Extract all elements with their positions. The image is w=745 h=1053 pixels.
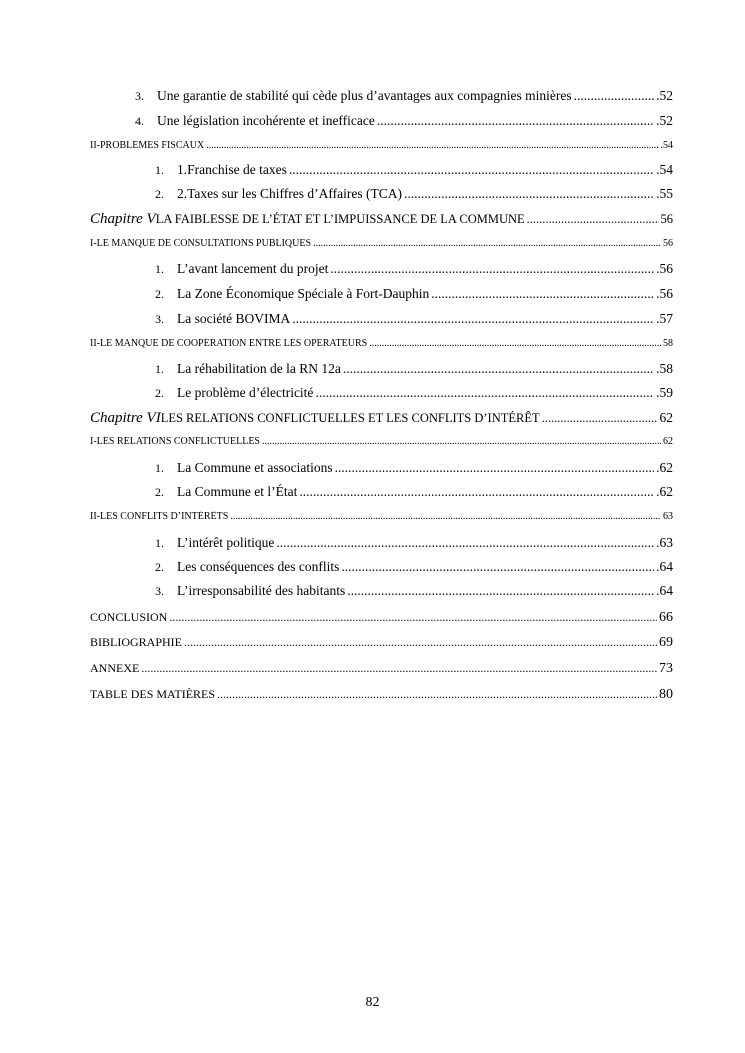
page-number: 82 xyxy=(365,995,380,1010)
toc-section xyxy=(90,511,673,522)
toc-entry-title: Une garantie de stabilité qui cède plus d’avantages aux compagnies minières xyxy=(157,88,572,103)
toc-entry-title: 1.Franchise de taxes xyxy=(177,162,287,177)
dot-leader xyxy=(289,162,654,178)
toc-major-title: TABLE DES MATIÈRES xyxy=(90,687,216,701)
toc-entry xyxy=(155,186,673,202)
toc-entry-title: La Zone Économique Spéciale à Fort-Dauphin xyxy=(177,286,430,301)
toc-section-title: I-LES RELATIONS CONFLICTUELLES xyxy=(90,436,260,447)
toc-section-page: 62 xyxy=(663,436,673,447)
dot-leader xyxy=(369,338,661,349)
toc-section-page: 58 xyxy=(663,338,673,349)
toc-section-title: II-LES CONFLITS D’INTÉRÊTS xyxy=(90,511,229,522)
toc-entry-page: .57 xyxy=(656,311,673,326)
dot-leader xyxy=(335,460,655,476)
toc-major xyxy=(90,635,673,651)
dot-leader xyxy=(574,88,655,104)
toc-section-title: I-LE MANQUE DE CONSULTATIONS PUBLIQUES xyxy=(90,238,312,249)
dot-leader xyxy=(377,113,654,129)
toc-entry xyxy=(155,583,673,599)
toc-chapter-label: Chapitre VI xyxy=(90,410,161,426)
toc-entry-page: .52 xyxy=(656,88,673,103)
dot-leader xyxy=(542,411,658,426)
toc-section-title: II-LE MANQUE DE COOPÉRATION ENTRE LES OPERATEURS xyxy=(90,338,368,349)
toc-entry-title: L’intérêt politique xyxy=(177,535,275,550)
toc-entry xyxy=(155,484,673,500)
toc-entry-number: 3. xyxy=(135,89,144,103)
toc-entry-page: .59 xyxy=(656,385,673,400)
toc-section xyxy=(90,238,673,249)
toc-entry xyxy=(155,385,673,401)
dot-leader xyxy=(527,212,659,227)
dot-leader xyxy=(347,583,654,599)
toc-entry xyxy=(155,162,673,178)
toc-entry-title: Les conséquences des conflits xyxy=(177,559,340,574)
toc-entry xyxy=(155,535,673,551)
toc-section-page: 56 xyxy=(663,238,673,249)
toc-major xyxy=(90,610,673,626)
toc-entry xyxy=(155,311,673,327)
toc-entry-page: .56 xyxy=(656,286,673,301)
dot-leader xyxy=(330,261,654,277)
toc-entry-page: .64 xyxy=(656,559,673,574)
toc-section xyxy=(90,338,673,349)
toc-section-page: 63 xyxy=(663,511,673,522)
toc-entry-number: 4. xyxy=(135,114,144,128)
toc-chapter xyxy=(90,211,673,228)
toc-entry-page: .52 xyxy=(656,113,673,128)
toc-section-title: II-PROBLÈMES FISCAUX xyxy=(90,140,205,151)
toc-entry-number: 3. xyxy=(155,312,164,326)
toc-entry xyxy=(155,361,673,377)
toc-section xyxy=(90,140,673,151)
dot-leader xyxy=(292,311,654,327)
toc-major-page: 66 xyxy=(659,610,673,625)
toc-chapter-page: 62 xyxy=(659,410,673,425)
toc-major-title: CONCLUSION xyxy=(90,610,168,624)
toc-entry xyxy=(155,261,673,277)
dot-leader xyxy=(169,610,657,625)
toc-entry-title: Une législation incohérente et inefficace xyxy=(157,113,375,128)
toc-major-page: 80 xyxy=(659,687,673,702)
toc-entry xyxy=(155,460,673,476)
toc-chapter-page: 56 xyxy=(660,212,673,226)
toc-major-page: 73 xyxy=(659,661,673,676)
toc-entry-number: 1. xyxy=(155,163,164,177)
dot-leader xyxy=(431,286,654,302)
dot-leader xyxy=(404,186,654,202)
toc-chapter xyxy=(90,410,673,427)
toc-entry-page: .62 xyxy=(656,484,673,499)
dot-leader xyxy=(299,484,654,500)
dot-leader xyxy=(315,385,654,401)
toc-entry-page: .55 xyxy=(656,186,673,201)
toc-entry-number: 1. xyxy=(155,362,164,376)
toc-major-title: BIBLIOGRAPHIE xyxy=(90,635,182,649)
dot-leader xyxy=(217,687,657,702)
toc-entry-number: 1. xyxy=(155,461,164,475)
toc-major-title: ANNEXE xyxy=(90,661,140,675)
toc-entry-number: 2. xyxy=(155,485,164,499)
toc-entry-number: 2. xyxy=(155,560,164,574)
toc-entry xyxy=(135,88,673,104)
dot-leader xyxy=(341,559,654,575)
toc-entry-title: La réhabilitation de la RN 12a xyxy=(177,361,341,376)
toc-chapter-label: Chapitre V xyxy=(90,211,156,227)
toc-entry xyxy=(155,286,673,302)
toc-chapter-title: LA FAIBLESSE DE L’ÉTAT ET L’IMPUISSANCE DE LA COMMUNE xyxy=(155,212,525,226)
toc-entry-title: L’irresponsabilité des habitants xyxy=(177,583,346,598)
toc-entry-page: .58 xyxy=(656,361,673,376)
toc-entry xyxy=(135,113,673,129)
toc-entry-number: 2. xyxy=(155,187,164,201)
toc-entry-page: .63 xyxy=(656,535,673,550)
dot-leader xyxy=(141,661,657,676)
toc-major-page: 69 xyxy=(659,635,673,650)
toc-entry-page: .56 xyxy=(656,261,673,276)
toc-entry-title: Le problème d’électricité xyxy=(177,385,314,400)
dot-leader xyxy=(313,238,661,249)
toc-entry-title: La Commune et l’État xyxy=(177,484,298,499)
dot-leader xyxy=(343,361,654,377)
toc-section-page: .54 xyxy=(660,140,673,151)
toc-entry-page: .54 xyxy=(656,162,673,177)
dot-leader xyxy=(184,635,657,650)
toc-entry-number: 1. xyxy=(155,536,164,550)
toc-major xyxy=(90,661,673,677)
toc-entry-number: 1. xyxy=(155,262,164,276)
toc-entry-number: 2. xyxy=(155,386,164,400)
toc-entry-title: L’avant lancement du projet xyxy=(177,261,329,276)
toc-entry-title: La Commune et associations xyxy=(177,460,333,475)
toc-entry-page: .62 xyxy=(656,460,673,475)
dot-leader xyxy=(230,511,661,522)
toc-entry-title: 2.Taxes sur les Chiffres d’Affaires (TCA) xyxy=(177,186,402,201)
toc-major xyxy=(90,687,673,703)
dot-leader xyxy=(262,436,661,447)
toc-entry-number: 2. xyxy=(155,287,164,301)
toc-entry-page: .64 xyxy=(656,583,673,598)
toc-entry-title: La société BOVIMA xyxy=(177,311,291,326)
dot-leader xyxy=(206,140,658,151)
toc-section xyxy=(90,436,673,447)
toc-entry-number: 3. xyxy=(155,584,164,598)
dot-leader xyxy=(276,535,654,551)
toc-chapter-title: LES RELATIONS CONFLICTUELLES ET LES CONFLITS D’INTÉRÊT xyxy=(160,411,540,425)
toc-entry xyxy=(155,559,673,575)
